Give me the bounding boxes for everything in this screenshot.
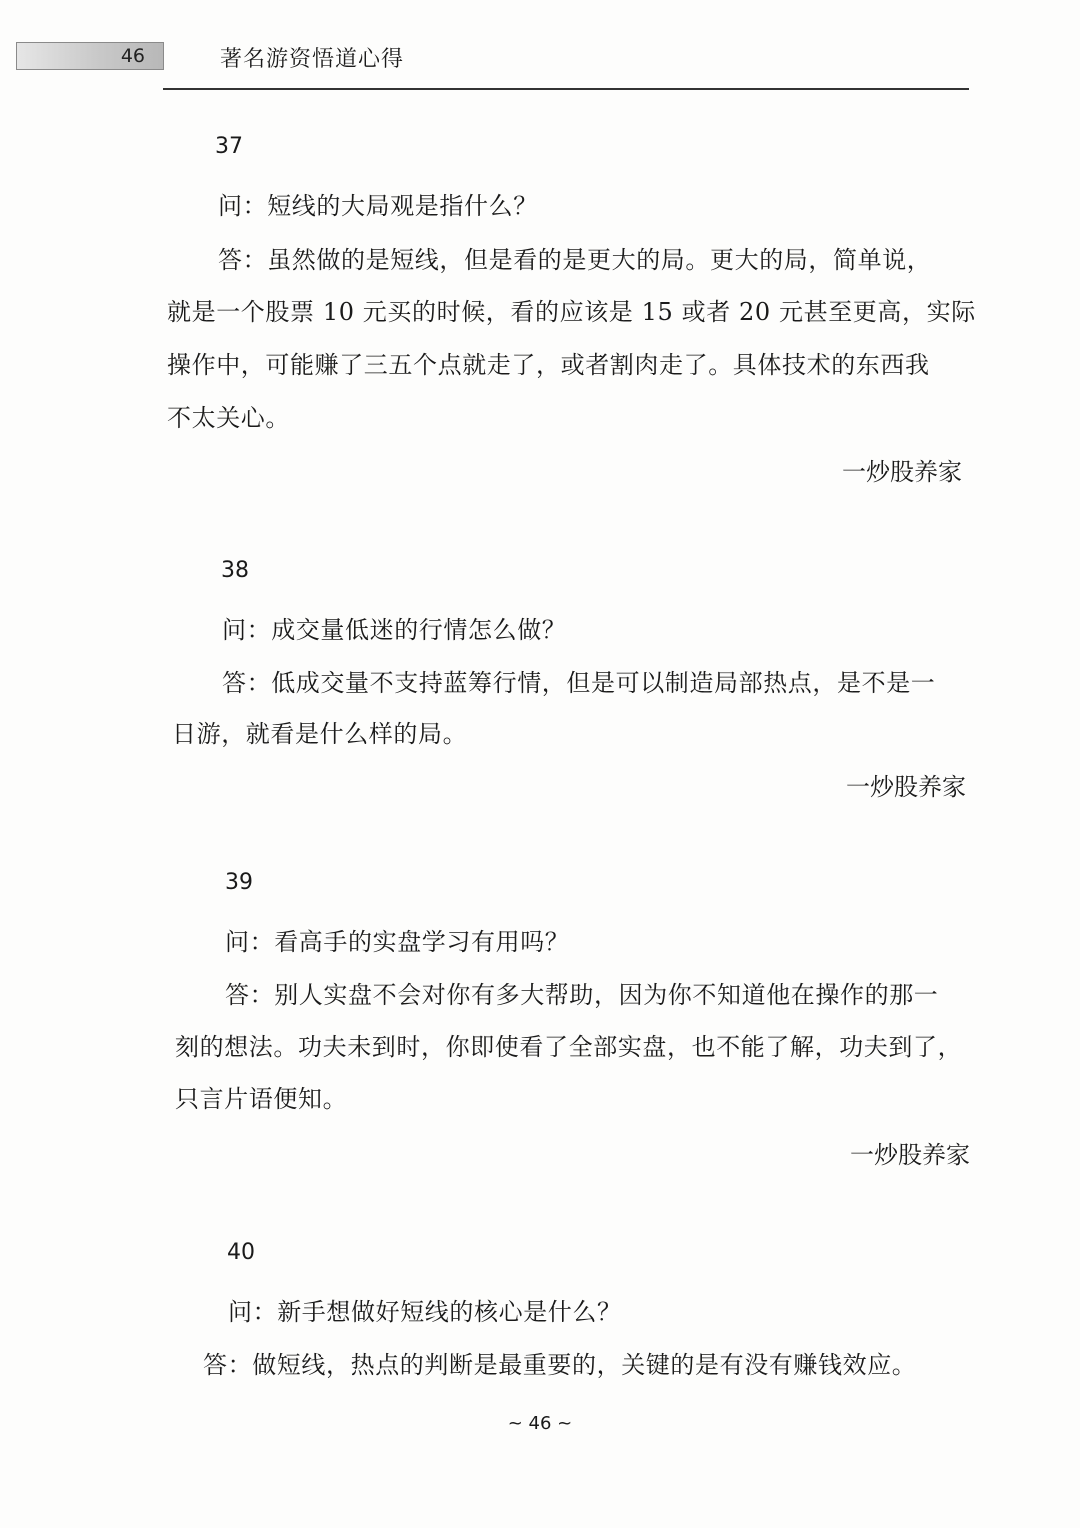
signature: 一炒股养家 <box>850 1141 970 1169</box>
question-number: 38 <box>221 558 249 583</box>
signature: 一炒股养家 <box>846 773 966 801</box>
footer-page-number: ~ 46 ~ <box>507 1413 573 1434</box>
answer-line: 操作中，可能赚了三五个点就走了，或者割肉走了。具体技术的东西我 <box>167 351 930 379</box>
page-tab-number: 46 <box>120 45 145 67</box>
answer-line: 只言片语便知。 <box>175 1085 348 1113</box>
question-number: 37 <box>215 134 243 159</box>
answer-line: 刻的想法。功夫未到时，你即使看了全部实盘，也不能了解，功夫到了， <box>175 1033 963 1061</box>
answer-line: 答：做短线，热点的判断是最重要的，关键的是有没有赚钱效应。 <box>203 1351 917 1379</box>
question-text: 问：新手想做好短线的核心是什么？ <box>228 1298 622 1326</box>
question-text: 问：成交量低迷的行情怎么做？ <box>222 616 567 644</box>
question-number: 40 <box>227 1240 255 1265</box>
page-tab <box>16 42 164 70</box>
answer-line: 答：虽然做的是短线，但是看的是更大的局。更大的局，简单说， <box>218 246 932 274</box>
question-text: 问：看高手的实盘学习有用吗？ <box>225 928 570 956</box>
book-title: 著名游资悟道心得 <box>220 47 405 72</box>
answer-line: 答：低成交量不支持蓝筹行情，但是可以制造局部热点，是不是一 <box>222 669 936 697</box>
question-text: 问：短线的大局观是指什么？ <box>218 192 538 220</box>
signature: 一炒股养家 <box>842 458 962 486</box>
answer-line: 答：别人实盘不会对你有多大帮助，因为你不知道他在操作的那一 <box>225 981 939 1009</box>
question-number: 39 <box>225 870 253 895</box>
answer-line: 日游，就看是什么样的局。 <box>172 720 468 748</box>
answer-line: 就是一个股票 10 元买的时候，看的应该是 15 或者 20 元甚至更高，实际 <box>167 298 976 326</box>
answer-line: 不太关心。 <box>167 404 290 432</box>
header-divider <box>163 88 969 90</box>
